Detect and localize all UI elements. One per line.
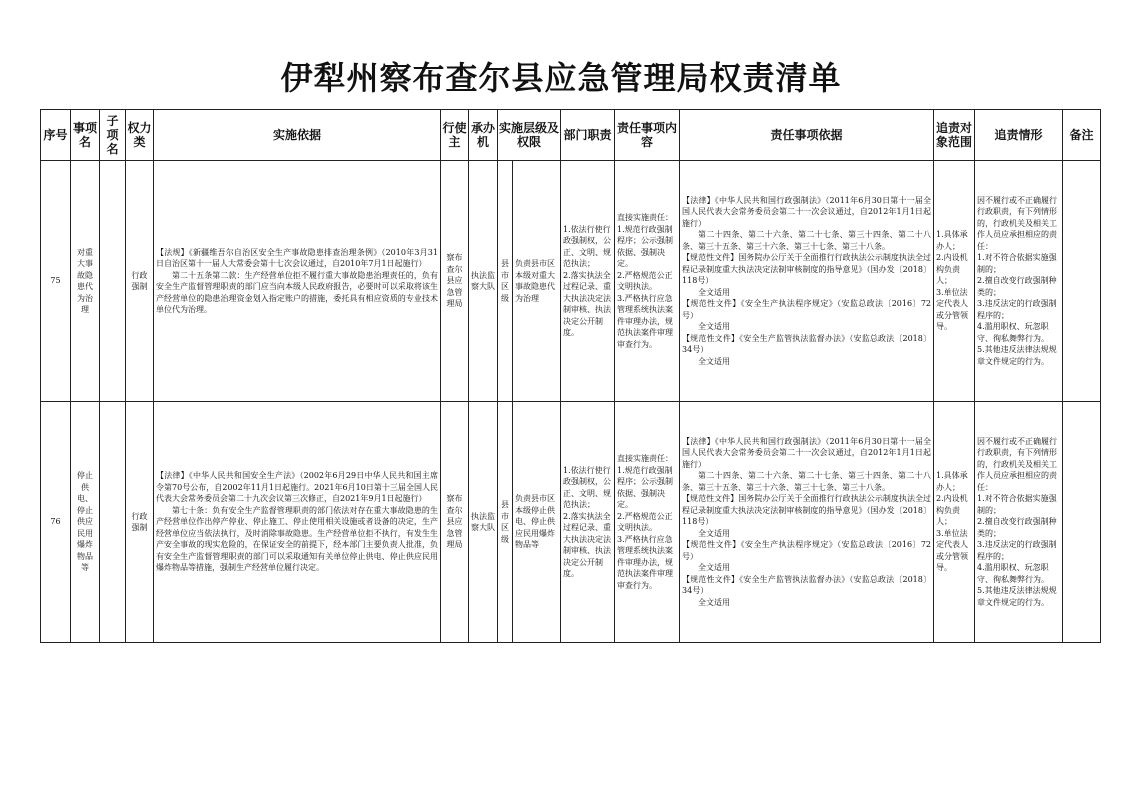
row-accountable: 1.具体承办人； 2.内设机构负责人； 3.单位法定代表人或分管领导。 [934,161,975,402]
row-accountable: 1.具体承办人； 2.内设机构负责人； 3.单位法定代表人或分管领导。 [934,402,975,643]
resp-basis-articles: 第二十四条、第二十六条、第二十七条、第三十四条、第二十八条、第三十五条、第三十六条、第三十七条、第三十八条。 [682,471,932,492]
header-row [41,110,1101,161]
resp-basis-doc-2: 【规范性文件】《安全生产执法程序规定》（安监总政法〔2016〕72号） [682,540,932,561]
resp-basis-articles: 第二十四条、第二十六条、第二十七条、第三十四条、第二十八条、第三十五条、第三十六条、第三十七条、第三十八条。 [682,230,932,251]
apply-all-text: 全文适用 [698,287,731,297]
row-basis [154,161,441,402]
table-row [41,402,1101,643]
row-seq: 75 [41,161,71,402]
row-remarks [1063,402,1101,643]
row-remarks [1063,161,1101,402]
apply-all-text: 全文适用 [698,563,731,573]
row-seq: 76 [41,402,71,643]
header-circumstances: 追责情形 [975,110,1063,161]
row-resp-basis [680,402,934,643]
row-handler: 执法监察大队 [469,402,498,643]
row-level-a: 县市区级 [498,402,513,643]
row-exec-subject: 察布查尔县应急管理局 [441,402,469,643]
row-power-type: 行政强制 [126,161,154,402]
apply-all-text: 全文适用 [698,597,731,607]
apply-all-text: 全文适用 [698,356,731,366]
responsibility-table [40,109,1101,643]
basis-main: 【法规】《新疆维吾尔自治区安全生产事故隐患排查治理条例》（2010年3月31日自治区第十一届人大常委会第十七次会议通过，自2010年7月1日起施行） [156,247,438,268]
row-item-name: 对重大事故隐患代为治理 [71,161,100,402]
row-exec-subject: 察布查尔县应急管理局 [441,161,469,402]
row-resp-basis [680,161,934,402]
apply-all-text: 全文适用 [698,528,731,538]
page-title: 伊犁州察布查尔县应急管理局权责清单 [280,59,842,97]
row-item-name: 停止供电、停止供应民用爆炸物品等 [71,402,100,643]
row-dept-duty: 1.依法行使行政强制权，公正、文明、规范执法； 2.落实执法全过程记录、重大执法决定法制审核、执法决定公开制度。 [561,161,615,402]
header-basis: 实施依据 [154,110,441,161]
resp-basis-law: 【法律】《中华人民共和国行政强制法》（2011年6月30日第十一届全国人民代表大会常务委员会第二十一次会议通过，自2012年1月1日起施行） [682,195,932,228]
resp-basis-doc-1: 【规范性文件】国务院办公厅关于全面推行行政执法公示制度执法全过程记录制度重大执法决定法制审核制度的指导意见》（国办发〔2018〕118号） [682,253,932,286]
row-level-b: 负责县市区本级停止供电、停止供应民用爆炸物品等 [513,402,561,643]
header-accountable: 追责对象范围 [934,110,975,161]
resp-basis-doc-1: 【规范性文件】国务院办公厅关于全面推行行政执法公示制度执法全过程记录制度重大执法决定法制审核制度的指导意见》（国办发〔2018〕118号） [682,494,932,527]
row-handler: 执法监察大队 [469,161,498,402]
row-circumstances: 因不履行或不正确履行行政职责，有下列情形的，行政机关及相关工作人员应承担相应的责任： 1.对不符合依据实施强制的； 2.擅自改变行政强制种类的； 3.违反法定的行政强制程序的； 4.滥用职权、玩忽职守、徇私舞弊行为。 5.其他违反法律法规规章文件规定的行为。 [975,161,1063,402]
header-dept-duty: 部门职责 [561,110,615,161]
resp-basis-doc-2: 【规范性文件】《安全生产执法程序规定》（安监总政法〔2016〕72号） [682,299,932,320]
row-sub-item [100,402,126,643]
resp-basis-doc-3: 【规范性文件】《安全生产监管执法监督办法》（安监总政法〔2018〕34号） [682,333,932,355]
row-resp-content: 直接实施责任： 1.规范行政强制程序；公示强制依据、强制决定。 2.严格规范公正文明执法。 3.严格执行应急管理系统执法案件审理办法，规范执法案件审理审查行为。 [615,402,680,643]
header-power-type: 权力类 [126,110,154,161]
header-remarks: 备注 [1063,110,1101,161]
header-sub-item: 子项名 [100,110,126,161]
row-power-type: 行政强制 [126,402,154,643]
table-row [41,161,1101,402]
row-level-b: 负责县市区本级对重大事故隐患代为治理 [513,161,561,402]
header-handler: 承办机 [469,110,498,161]
basis-article: 第二十五条第二款：生产经营单位拒不履行重大事故隐患治理责任的，负有安全生产监督管理职责的部门应当向本级人民政府报告，必要时可以采取将该生产经营单位的隐患治理资金划入指定账户的措施，委托具有相应资质的专业技术单位代为治理。 [156,270,438,314]
row-circumstances: 因不履行或不正确履行行政职责，有下列情形的，行政机关及相关工作人员应承担相应的责任： 1.对不符合依据实施强制的； 2.擅自改变行政强制种类的； 3.违反法定的行政强制程序的； 4.滥用职权、玩忽职守、徇私舞弊行为。 5.其他违反法律法规规章文件规定的行为。 [975,402,1063,643]
resp-basis-law: 【法律】《中华人民共和国行政强制法》（2011年6月30日第十一届全国人民代表大会常务委员会第二十一次会议通过，自2012年1月1日起施行） [682,436,932,469]
header-level: 实施层级及权限 [498,110,561,161]
apply-all-text: 全文适用 [698,322,731,332]
header-seq: 序号 [41,110,71,161]
header-exec-subject: 行使主 [441,110,469,161]
row-resp-content: 直接实施责任： 1.规范行政强制程序；公示强制依据、强制决定。 2.严格规范公正文明执法。 3.严格执行应急管理系统执法案件审理办法，规范执法案件审理审查行为。 [615,161,680,402]
row-sub-item [100,161,126,402]
row-level-a: 县市区级 [498,161,513,402]
resp-basis-doc-3: 【规范性文件】《安全生产监管执法监督办法》（安监总政法〔2018〕34号） [682,574,932,596]
basis-article: 第七十条：负有安全生产监督管理职责的部门依法对存在重大事故隐患的生产经营单位作出停产停业、停止施工、停止使用相关设施或者设备的决定，生产经营单位应当依法执行，及时消除事故隐患。生产经营单位拒不执行，有发生生产安全事故的现实危险的，在保证安全的前提下，经本部门主要负责人批准，负有安全生产监督管理职责的部门可以采取通知有关单位停止供电、停止供应民用爆炸物品等措施，强制生产经营单位履行决定。 [156,505,438,573]
header-item-name: 事项名 [71,110,100,161]
row-dept-duty: 1.依法行使行政强制权，公正、文明、规范执法； 2.落实执法全过程记录、重大执法决定法制审核、执法决定公开制度。 [561,402,615,643]
row-basis [154,402,441,643]
header-resp-content: 责任事项内容 [615,110,680,161]
header-resp-basis: 责任事项依据 [680,110,934,161]
basis-main: 【法律】《中华人民共和国安全生产法》（2002年6月29日中华人民共和国主席令第70号公布，自2002年11月1日起施行。2021年6月10日第十三届全国人民代表大会常务委员会第二十九次会议第三次修正，自2021年9月1日起施行） [156,471,438,504]
